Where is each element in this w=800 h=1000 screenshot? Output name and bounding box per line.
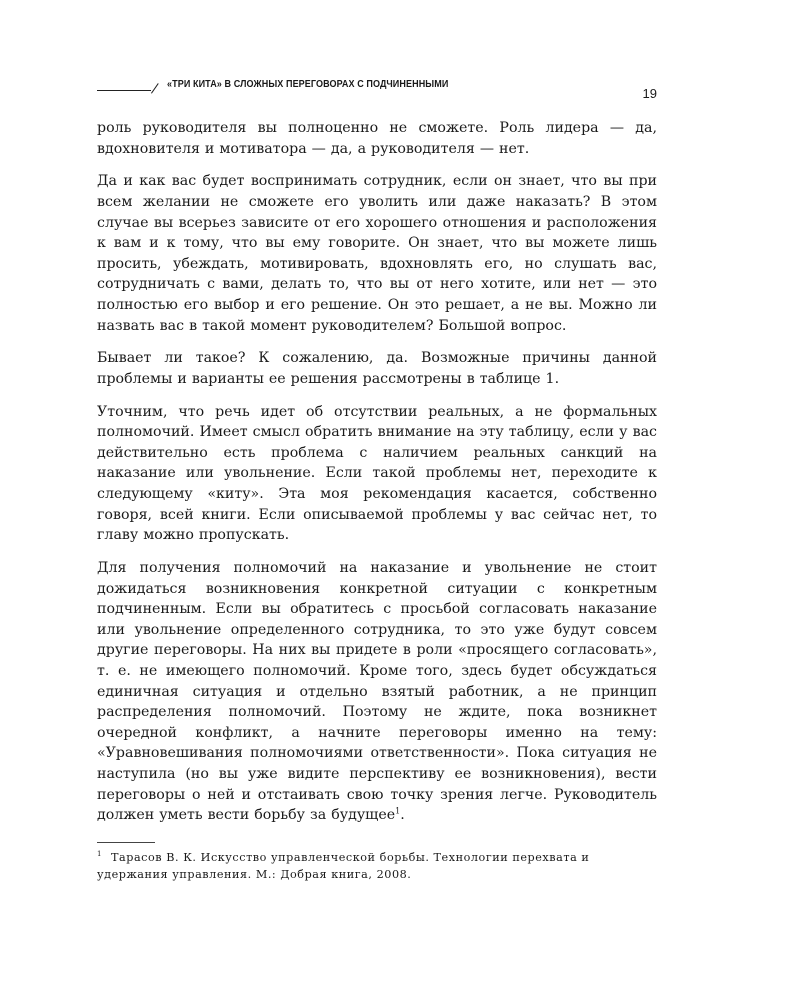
running-title: «ТРИ КИТА» В СЛОЖНЫХ ПЕРЕГОВОРАХ С ПОДЧИНЕННЫМИ xyxy=(167,78,449,90)
footnote-rule xyxy=(97,842,155,843)
paragraph: Да и как вас будет воспринимать сотрудник, если он знает, что вы при всем желании не сможете его уволить или даже наказать? В этом случае вы всерьез зависите от его хорошего отношения и расположения к вам и к тому, что вы ему говорите. Он знает, что вы можете лишь просить, убеждать, мотивировать, вдохновлять его, но слушать вас, сотрудничать с вами, делать то, что вы от него хотите, или нет — это полностью его выбор и его решение. Он это решает, а не вы. Можно ли назвать вас в такой момент руководителем? Большой вопрос. xyxy=(97,173,657,334)
footnote-mark: 1 xyxy=(97,850,103,859)
header-slash xyxy=(151,83,159,93)
paragraph-period: . xyxy=(400,807,405,824)
paragraph: Бывает ли такое? К сожалению, да. Возможные причины данной проблемы и варианты ее решения рассмотрены в таблице 1. xyxy=(97,350,657,387)
running-header xyxy=(97,72,657,102)
paragraph: Уточним, что речь идет об отсутствии реальных, а не формальных полномочий. Имеет смысл обратить внимание на эту таблицу, если у вас действительно есть проблема с наличием реальных санкций на наказание или увольнение. Если такой проблемы нет, переходите к следующему «киту». Эта моя рекомендация касается, собственно говоря, всей книги. Если описываемой проблемы у вас сейчас нет, то главу можно пропускать. xyxy=(97,403,657,544)
footnote-reference[interactable]: 1 xyxy=(395,806,401,816)
page-number: 19 xyxy=(642,86,657,101)
body-text xyxy=(97,118,657,838)
footnote-text: Тарасов В. К. Искусство управленческой борьбы. Технологии перехвата и удержания управления. М.: Добрая книга, 2008. xyxy=(97,851,590,881)
paragraph-text: Для получения полномочий на наказание и увольнение не стоит дожидаться возникновения конкретной ситуации с конкретным подчиненным. Если вы обратитесь с просьбой согласовать наказание или увольнение определенного сотрудника, то это уже будут совсем другие переговоры. На них вы придете в роли «просящего согласовать», т. е. не имеющего полномочий. Кроме того, здесь будет обсуждаться единичная ситуация и отдельно взятый работник, а не принцип распределения полномочий. Поэтому не ждите, пока возникнет очередной конфликт, а начните переговоры именно на тему: «Уравновешивания полномочиями ответственности». Пока ситуация не наступила (но вы уже видите перспективу ее возникновения), вести переговоры о ней и отстаивать свою точку зрения легче. Руководитель должен уметь вести борьбу за будущее xyxy=(97,560,657,824)
paragraph: роль руководителя вы полноценно не сможете. Роль лидера — да, вдохновителя и мотиватора — да, а руководителя — нет. xyxy=(97,120,657,157)
header-rule xyxy=(97,90,151,91)
paragraph-last xyxy=(97,558,657,826)
footnote xyxy=(97,850,657,883)
